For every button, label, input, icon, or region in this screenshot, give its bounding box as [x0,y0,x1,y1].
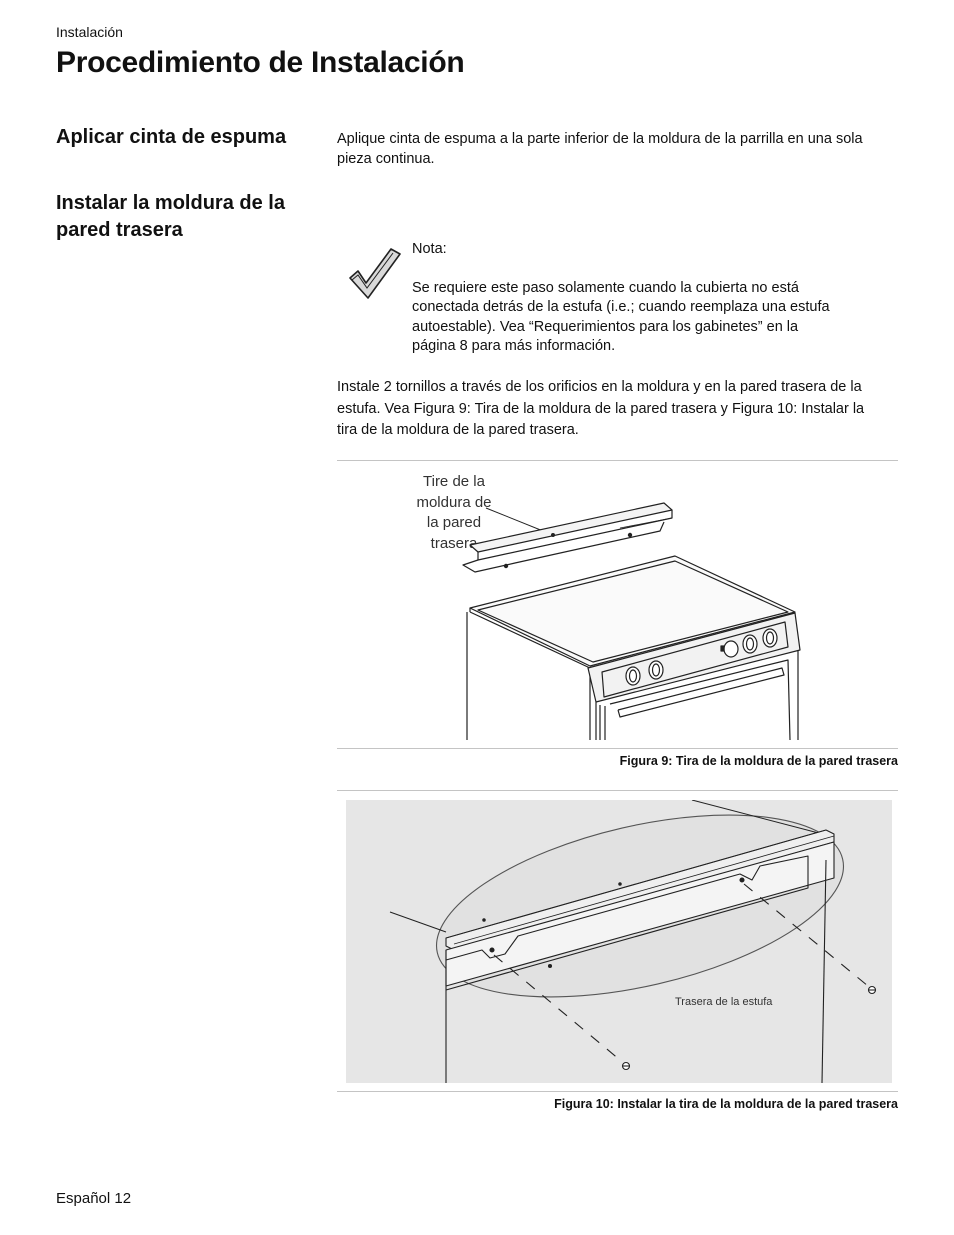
trim-install-illustration [346,800,892,1083]
text-line: tira de la moldura de la pared trasera. [337,422,579,438]
text-line: Aplique cinta de espuma a la parte inferior de la moldura de la parrilla en una sola [337,131,863,147]
text-line: estufa. Vea Figura 9: Tira de la moldura de la pared trasera y Figura 10: Instalar la [337,400,865,417]
label-line: la pared [426,514,482,531]
heading-line: Instalar la moldura de la [56,192,285,214]
heading-line: pared trasera [56,219,183,241]
note-block [412,240,830,357]
label-line: Tire de la [423,473,485,490]
note-line: Se requiere este paso solamente cuando la cubierta no está [412,279,799,296]
text-line: pieza continua. [337,150,435,167]
figure-rule-mid [337,748,898,749]
label-line: moldura de [416,493,492,511]
figure-rule-top [337,460,898,461]
range-illustration [440,495,810,745]
install-text [337,377,864,442]
fig10-label: Trasera de la estufa [675,996,773,1008]
checkmark-icon [346,244,404,302]
figure-rule-bottom [337,1091,898,1092]
page-title: Procedimiento de Instalación [56,46,465,79]
text-line: Instale 2 tornillos a través de los orificios en la moldura y en la pared trasera de la [337,379,862,395]
heading-foam-tape: Aplicar cinta de espuma [56,126,287,148]
figure-9-caption: Figura 9: Tira de la moldura de la pared trasera [619,754,898,768]
figure-rule-top [337,790,898,791]
label-line: trasera [430,534,478,552]
note-line: autoestable). Vea “Requerimientos para los gabinetes” en la [412,318,799,335]
running-head: Instalación [56,24,123,40]
note-label: Nota: [412,241,447,257]
figure-10-caption: Figura 10: Instalar la tira de la moldura de la pared trasera [554,1097,898,1111]
note-line: página 8 para más información. [412,338,616,354]
note-line: conectada detrás de la estufa (i.e.; cuando reemplaza una estufa [412,299,830,315]
page-footer: Español 12 [56,1190,132,1207]
heading-back-trim [56,190,285,244]
foam-tape-text [337,130,863,169]
